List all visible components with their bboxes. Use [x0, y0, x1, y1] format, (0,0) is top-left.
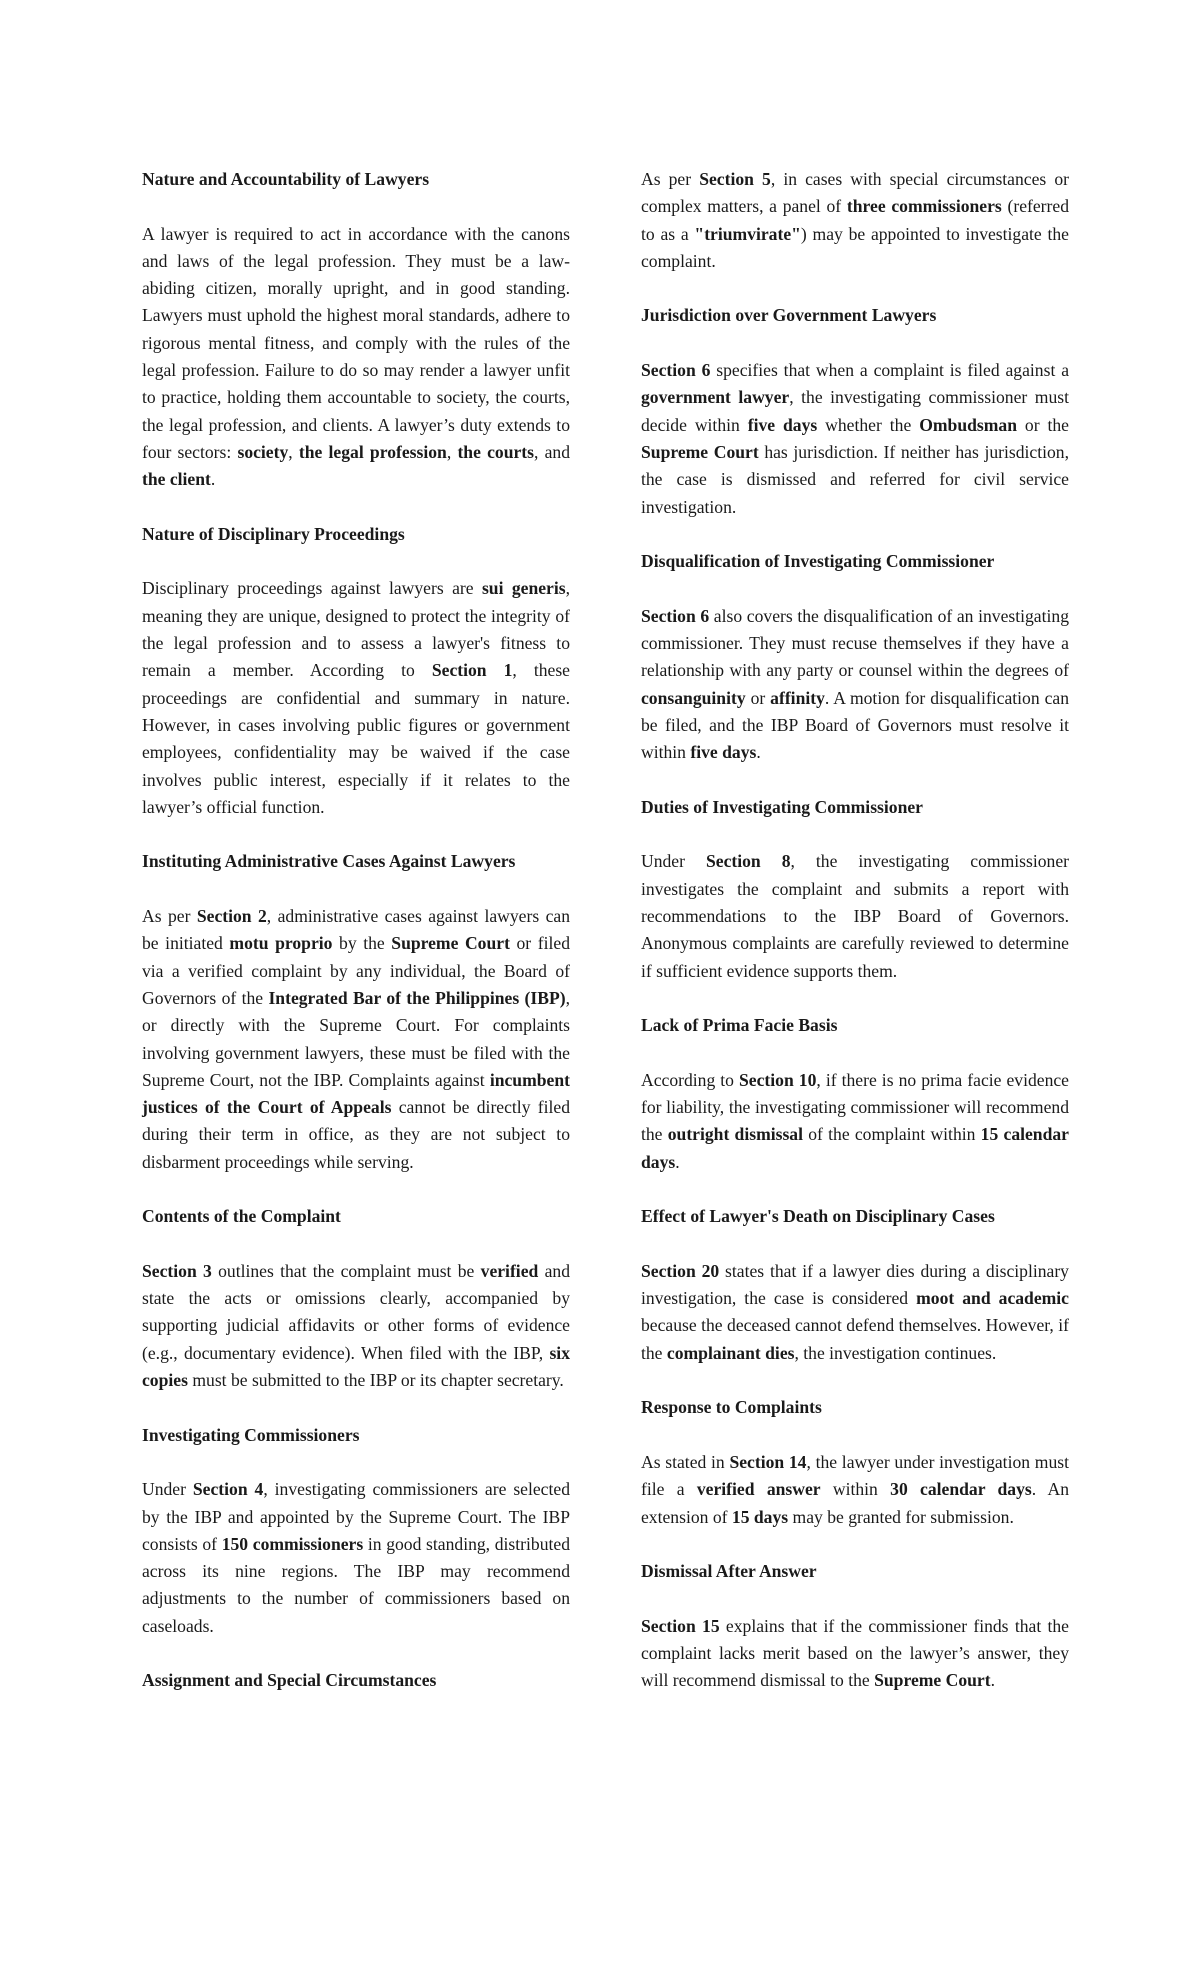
text-run: . [990, 1670, 995, 1691]
section-heading [142, 1422, 570, 1449]
text-run: Disqualification of Investigating Commissioner [641, 551, 995, 572]
text-run: within [820, 1479, 891, 1500]
bold-text: the legal profession [298, 441, 447, 462]
text-run: Assignment and Special Circumstances [142, 1670, 437, 1691]
text-run: ) may be appointed to investigate the complaint. [641, 223, 1069, 271]
text-run: , and [534, 441, 571, 462]
bold-text: Section 6 [641, 605, 710, 626]
bold-text: 15 days [731, 1506, 789, 1527]
paragraph [641, 1067, 1069, 1176]
text-run: . An extension of [641, 1479, 1069, 1527]
text-run: may be granted for submission. [788, 1506, 1014, 1527]
text-run: Dismissal After Answer [641, 1561, 817, 1582]
bold-text: Ombudsman [919, 414, 1017, 435]
paragraph [142, 1258, 570, 1394]
text-run: Investigating Commissioners [142, 1424, 360, 1445]
text-run: , meaning they are unique, designed to protect the integrity of the legal profession and to assess a lawyer's fitness to remain a member. According to [142, 578, 570, 681]
text-run: . [756, 742, 761, 763]
paragraph [641, 1258, 1069, 1367]
bold-text: sui generis [481, 578, 566, 599]
text-run: As per [641, 169, 700, 189]
text-run: because the deceased cannot defend themselves. However, if the [641, 1315, 1069, 1363]
text-run: Jurisdiction over Government Lawyers [641, 305, 937, 326]
text-run: also covers the disqualification of an investigating commissioner. They must recuse themselves if they have a relationship with any party or counsel within the degrees of [641, 605, 1069, 681]
text-run: Disciplinary proceedings against lawyers are [142, 578, 482, 599]
bold-text: five days [690, 742, 757, 763]
text-run: by the [332, 933, 392, 954]
bold-text: six copies [142, 1342, 570, 1391]
text-run: Nature of Disciplinary Proceedings [142, 523, 405, 544]
text-run: specifies that when a complaint is filed against a [710, 360, 1069, 381]
text-run: Nature and Accountability of Lawyers [142, 169, 430, 189]
bold-text: Section 20 [641, 1260, 720, 1281]
text-run: has jurisdiction. If neither has jurisdiction, the case is dismissed and referred for civil service investigation. [641, 441, 1069, 517]
bold-text: complainant dies [666, 1342, 795, 1363]
bold-text: Section 2 [196, 906, 267, 927]
bold-text: Section 14 [729, 1451, 807, 1472]
bold-text: "triumvirate" [694, 223, 801, 244]
bold-text: Section 1 [431, 660, 513, 681]
bold-text: incumbent justices of the Court of Appeals [142, 1069, 570, 1118]
section-heading [142, 848, 570, 875]
text-run: Contents of the Complaint [142, 1206, 341, 1227]
bold-text: moot and academic [916, 1288, 1069, 1309]
paragraph [641, 603, 1069, 767]
text-run: , [446, 441, 458, 462]
bold-text: the courts [457, 441, 535, 462]
section-heading [641, 1558, 1069, 1585]
section-heading [641, 1394, 1069, 1421]
text-run: Effect of Lawyer's Death on Disciplinary Cases [641, 1206, 995, 1227]
text-run: . A motion for disqualification can be filed, and the IBP Board of Governors must resolve it within [641, 687, 1069, 763]
paragraph [142, 1476, 570, 1640]
text-run: or [745, 687, 771, 708]
bold-text: Section 6 [641, 360, 711, 381]
bold-text: verified [480, 1260, 539, 1281]
text-run: and state the acts or omissions clearly, accompanied by supporting judicial affidavits or other forms of evidence (e.g., documentary evidence). When filed with the IBP, [142, 1260, 570, 1363]
text-run: , in cases with special circumstances or complex matters, a panel of [641, 169, 1069, 217]
bold-text: outright dismissal [667, 1124, 803, 1145]
right-column [641, 166, 1069, 1722]
bold-text: 150 commissioners [221, 1533, 364, 1554]
bold-text: Section 8 [705, 851, 791, 872]
text-run: , investigating commissioners are selected by the IBP and appointed by the Supreme Court. The IBP consists of [142, 1479, 570, 1554]
text-run: As stated in [641, 1451, 730, 1472]
text-run: , the investigating commissioner must decide within [641, 387, 1069, 435]
paragraph [142, 575, 570, 821]
section-heading [641, 302, 1069, 329]
text-run: Lack of Prima Facie Basis [641, 1015, 838, 1036]
section-heading [142, 521, 570, 548]
text-run: whether the [817, 414, 920, 435]
text-run: , the investigating commissioner investigates the complaint and submits a report with recommendations to the IBP Board of Governors. Anonymous complaints are carefully reviewed to determine if sufficient evidence supports them. [641, 851, 1069, 981]
bold-text: affinity [770, 687, 825, 708]
bold-text: Section 4 [192, 1479, 264, 1500]
bold-text: society [237, 441, 289, 462]
bold-text: government lawyer [641, 387, 790, 408]
bold-text: Section 10 [739, 1069, 817, 1090]
text-run: , administrative cases against lawyers can be initiated [142, 906, 570, 954]
text-run: , the investigation continues. [794, 1342, 997, 1363]
section-heading [641, 548, 1069, 575]
paragraph [641, 166, 1069, 275]
text-run: outlines that the complaint must be [211, 1260, 481, 1281]
text-run: . [675, 1151, 680, 1172]
section-heading [142, 1203, 570, 1230]
bold-text: three commissioners [846, 196, 1002, 217]
bold-text: the client [142, 469, 211, 490]
paragraph [142, 903, 570, 1176]
section-heading [142, 166, 570, 193]
bold-text: 15 calendar days [641, 1124, 1069, 1172]
bold-text: Supreme Court [641, 441, 759, 462]
bold-text: Section 15 [641, 1615, 720, 1636]
text-run: . [210, 469, 216, 490]
text-run: cannot be directly filed during their term in office, as they are not subject to disbarment proceedings while serving. [142, 1097, 571, 1172]
paragraph [142, 221, 570, 494]
text-run: A lawyer is required to act in accordance with the canons and laws of the legal profession. They must be a law-abiding citizen, morally upright, and in good standing. Lawyers must uphold the highest moral standards, adhere to rigorous mental fitness, and comply with the rules of the legal profession. Failure to do so may render a lawyer unfit to practice, holding them accountable to society, the courts, the legal profession, and clients. A lawyer’s duty extends to four sectors: [142, 223, 570, 462]
text-run: must be submitted to the IBP or its chapter secretary. [187, 1370, 564, 1391]
text-run: Under [641, 851, 706, 872]
section-heading [142, 1667, 570, 1694]
text-run: , or directly with the Supreme Court. For complaints involving government lawyers, these must be filed with the Supreme Court, not the IBP. Complaints against [142, 987, 570, 1090]
paragraph [641, 848, 1069, 984]
section-heading [641, 1203, 1069, 1230]
text-run: or filed via a verified complaint by any individual, the Board of Governors of the [142, 933, 570, 1008]
text-run: , the lawyer under investigation must file a [641, 1451, 1069, 1500]
text-run: explains that if the commissioner finds that the complaint lacks merit based on the lawyer’s answer, they will recommend dismissal to the [641, 1615, 1069, 1691]
bold-text: verified answer [696, 1479, 821, 1500]
bold-text: Supreme Court [874, 1670, 991, 1691]
bold-text: motu proprio [229, 933, 333, 954]
bold-text: 30 calendar days [890, 1479, 1032, 1500]
text-run: Instituting Administrative Cases Against Lawyers [142, 851, 516, 872]
bold-text: Integrated Bar of the Philippines (IBP) [268, 987, 566, 1008]
paragraph [641, 1613, 1069, 1695]
bold-text: Supreme Court [391, 933, 510, 954]
text-run: Duties of Investigating Commissioner [641, 796, 923, 817]
text-run: , if there is no prima facie evidence for liability, the investigating commissioner will recommend the [641, 1069, 1069, 1145]
text-run: , [288, 441, 299, 462]
paragraph [641, 1449, 1069, 1531]
bold-text: Section 3 [142, 1260, 212, 1281]
bold-text: five days [747, 414, 818, 435]
section-heading [641, 1012, 1069, 1039]
text-run: states that if a lawyer dies during a disciplinary investigation, the case is considered [641, 1260, 1069, 1309]
text-run: or the [1016, 414, 1069, 435]
paragraph [641, 357, 1069, 521]
text-run: of the complaint within [803, 1124, 981, 1145]
text-run: According to [641, 1069, 740, 1090]
bold-text: Section 5 [699, 169, 771, 189]
left-column [142, 166, 570, 1722]
text-run: , these proceedings are confidential and summary in nature. However, in cases involving public figures or government employees, confidentiality may be waived if the case involves public interest, especially if it relates to the lawyer’s official function. [142, 660, 570, 817]
text-run: Response to Complaints [641, 1397, 822, 1418]
text-run: Under [142, 1479, 193, 1500]
section-heading [641, 794, 1069, 821]
text-run: in good standing, distributed across its nine regions. The IBP may recommend adjustments to the number of commissioners based on caseloads. [142, 1533, 570, 1636]
text-run: (referred to as a [641, 196, 1070, 244]
bold-text: consanguinity [641, 687, 746, 708]
text-run: As per [142, 906, 197, 927]
